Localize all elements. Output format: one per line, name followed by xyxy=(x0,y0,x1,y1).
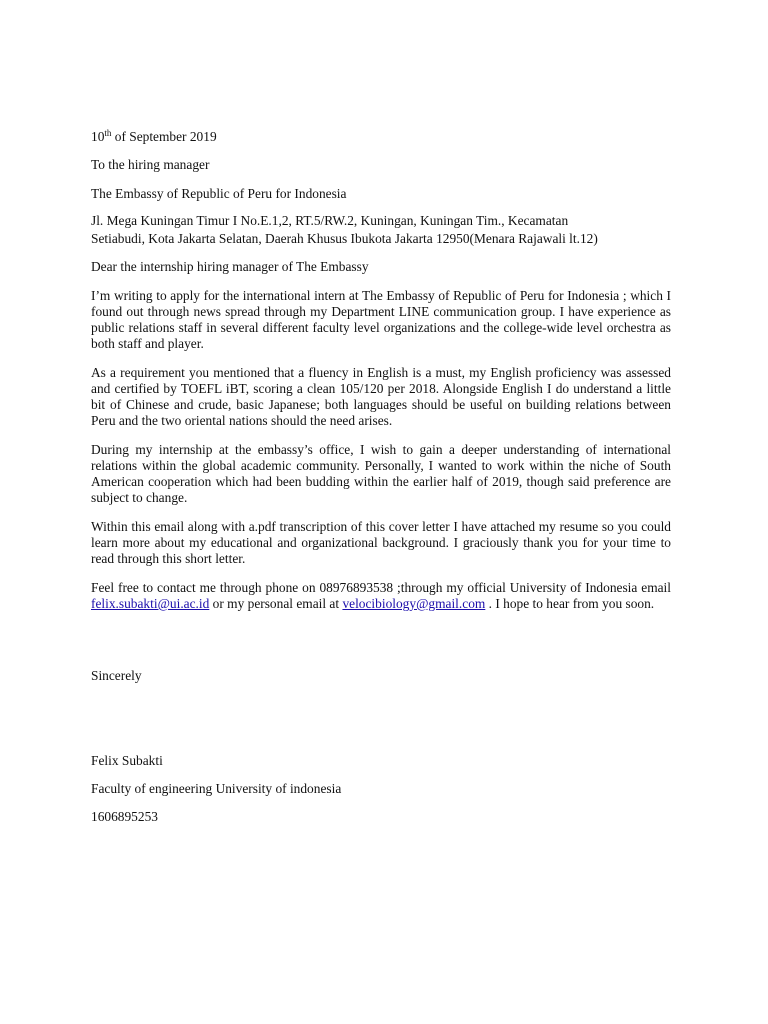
address-line-2: Setiabudi, Kota Jakarta Selatan, Daerah Khusus Ibukota Jakarta 12950(Menara Rajawali lt.12) xyxy=(91,231,598,246)
paragraph-goals: During my internship at the embassy’s office, I wish to gain a deeper understanding of international relations within the global academic community. Personally, I wanted to work within the niche of South American cooperation which had been budding within the earlier half of 2019, though said preference are subject to change. xyxy=(91,442,671,505)
paragraph-intro: I’m writing to apply for the international intern at The Embassy of Republic of Peru for Indonesia ; which I found out through news spread through my Department LINE communication group. I have experience as public relations staff in several different faculty level organizations and the college-wide level orchestra as both staff and player. xyxy=(91,288,671,351)
paragraph-attachment: Within this email along with a.pdf transcription of this cover letter I have attached my resume so you could learn more about my educational and organizational background. I graciously thank you for your time to read through this short letter. xyxy=(91,519,671,566)
date-rest: of September 2019 xyxy=(111,129,217,144)
paragraph-language: As a requirement you mentioned that a fluency in English is a must, my English proficiency was assessed and certified by TOEFL iBT, scoring a clean 105/120 per 2018. Alongside English I do understand a little bit of Chinese and crude, basic Japanese; both languages should be useful on building relations between Peru and the two oriental nations should the need arises. xyxy=(91,365,671,428)
signature-name: Felix Subakti xyxy=(91,753,163,768)
contact-text-3: . I hope to hear from you soon. xyxy=(485,596,655,611)
address-line-1: Jl. Mega Kuningan Timur I No.E.1,2, RT.5/RW.2, Kuningan, Kuningan Tim., Kecamatan xyxy=(91,213,569,228)
contact-text-2: or my personal email at xyxy=(209,596,343,611)
date-suffix: th xyxy=(104,128,112,138)
closing: Sincerely xyxy=(91,668,142,683)
letter-date xyxy=(91,129,671,145)
date-day: 10 xyxy=(91,129,105,144)
signature-faculty: Faculty of engineering University of indonesia xyxy=(91,781,342,796)
recipient-org: The Embassy of Republic of Peru for Indonesia xyxy=(91,186,347,201)
greeting: Dear the internship hiring manager of The Embassy xyxy=(91,259,369,274)
email-link-personal[interactable]: velocibiology@gmail.com xyxy=(342,596,486,611)
contact-text-1: Feel free to contact me through phone on 08976893538 ;through my official University of Indonesia email xyxy=(91,580,671,595)
salutation-to: To the hiring manager xyxy=(91,157,210,172)
email-link-university[interactable]: felix.subakti@ui.ac.id xyxy=(91,596,210,611)
paragraph-contact xyxy=(91,580,671,612)
signature-id: 1606895253 xyxy=(91,809,158,824)
